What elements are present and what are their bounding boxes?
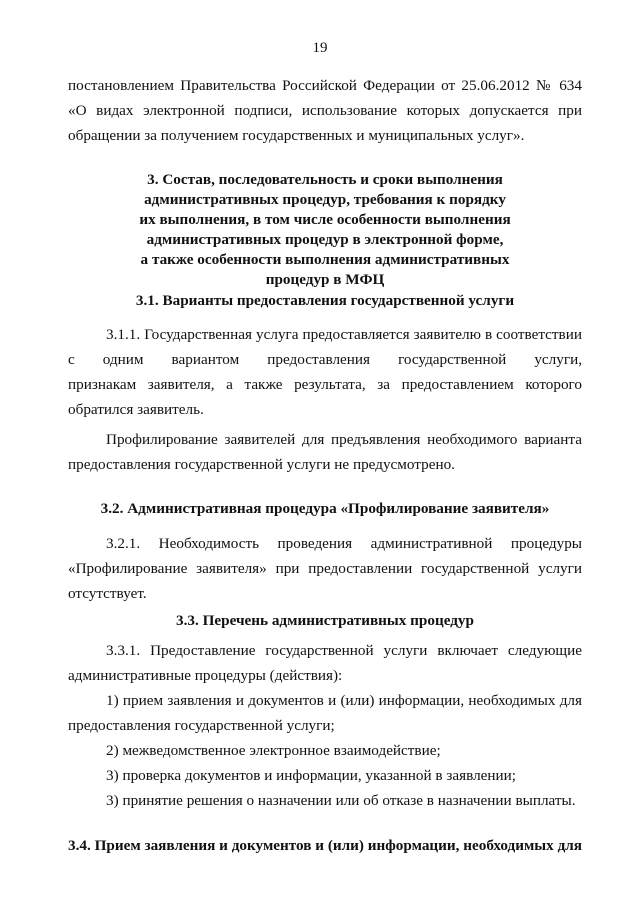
procedures-list (68, 638, 582, 813)
paragraph-line: признакам заявителя, а также результата, за предоставлением которого (68, 376, 582, 393)
list-line: предоставления государственной услуги; (68, 717, 335, 734)
page-number: 19 (312, 40, 328, 56)
intro-paragraph (68, 73, 582, 148)
subsection-3-1-heading (68, 288, 582, 313)
intro-line: «О видах электронной подписи, использование которых допускается при (68, 102, 582, 119)
heading-text: 3.4. Прием заявления и документов и (или) информации, необходимых для (68, 837, 582, 854)
paragraph-profiling (68, 427, 582, 477)
list-item: 2) межведомственное электронное взаимодействие; (106, 742, 441, 759)
paragraph-line: Профилирование заявителей для предъявления необходимого варианта (106, 431, 582, 448)
section-3-title (68, 170, 582, 290)
paragraph-line: с одним вариантом предоставления государственной услуги, (68, 351, 582, 368)
list-item: 1) прием заявления и документов и (или) информации, необходимых для (106, 692, 582, 709)
subsection-3-4-heading (68, 833, 582, 858)
section-title-line: административных процедур, требования к порядку (144, 191, 506, 208)
paragraph-line: 3.1.1. Государственная услуга предоставляется заявителю в соответствии (106, 326, 582, 343)
section-title-line: их выполнения, в том числе особенности выполнения (139, 211, 511, 228)
list-line: административные процедуры (действия): (68, 667, 343, 684)
paragraph-line: предоставления государственной услуги не предусмотрено. (68, 456, 455, 473)
subsection-3-3-heading (68, 608, 582, 633)
paragraph-line: обратился заявитель. (68, 401, 204, 418)
subsection-3-2-heading (68, 496, 582, 521)
list-item: 3) принятие решения о назначении или об отказе в назначении выплаты. (106, 792, 576, 809)
paragraph-line: отсутствует. (68, 585, 147, 602)
intro-line: обращении за получением государственных и муниципальных услуг». (68, 127, 525, 144)
section-title-line: процедур в МФЦ (265, 271, 385, 288)
intro-line: постановлением Правительства Российской Федерации от 25.06.2012 № 634 (68, 77, 582, 94)
paragraph-3-2-1 (68, 531, 582, 606)
section-title-line: а также особенности выполнения административных (140, 251, 510, 268)
paragraph-line: 3.2.1. Необходимость проведения административной процедуры (106, 535, 582, 552)
heading-text: 3.3. Перечень административных процедур (176, 612, 474, 629)
paragraph-line: «Профилирование заявителя» при предоставлении государственной услуги (68, 560, 582, 577)
heading-text: 3.1. Варианты предоставления государственной услуги (135, 292, 515, 309)
heading-text: 3.2. Административная процедура «Профилирование заявителя» (100, 500, 550, 517)
section-title-line: административных процедур в электронной форме, (146, 231, 504, 248)
list-item: 3) проверка документов и информации, указанной в заявлении; (106, 767, 517, 784)
list-line: 3.3.1. Предоставление государственной услуги включает следующие (106, 642, 582, 659)
section-title-line: 3. Состав, последовательность и сроки выполнения (147, 171, 503, 188)
paragraph-3-1-1 (68, 322, 582, 422)
